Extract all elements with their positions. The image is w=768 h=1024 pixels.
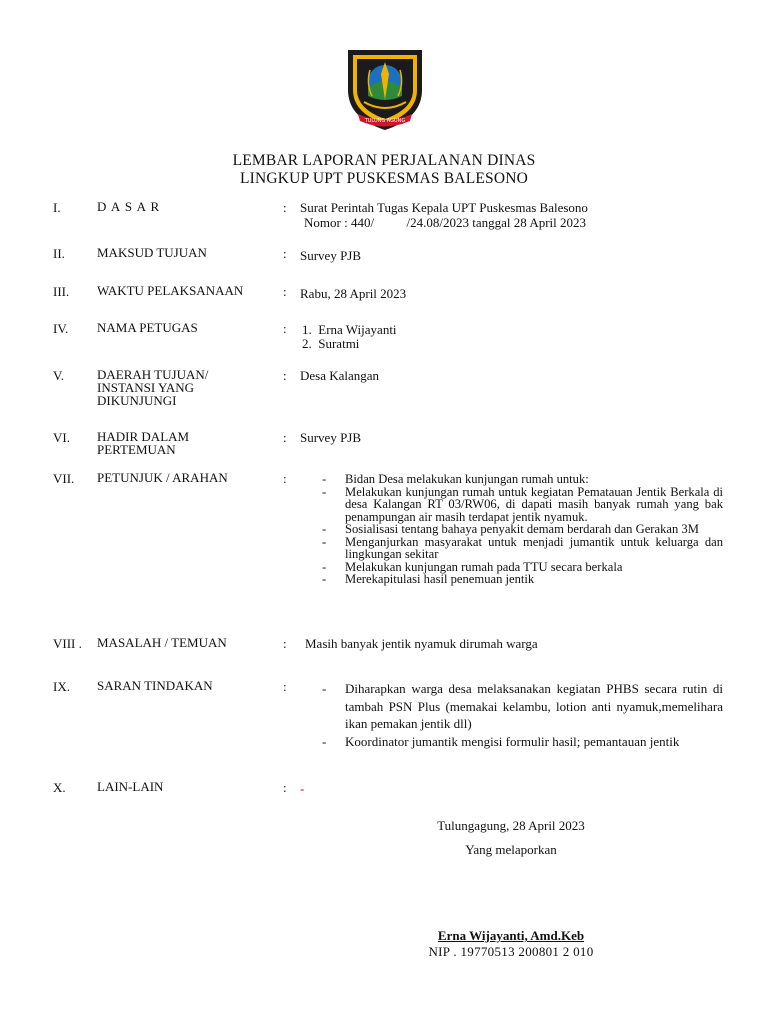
list-item: - Merekapitulasi hasil penemuan jentik bbox=[322, 572, 535, 586]
dasar-line: Nomor : 440/ /24.08/2023 tanggal 28 April 2023 bbox=[304, 215, 587, 230]
colon: : bbox=[283, 246, 287, 261]
bullet-dash: - bbox=[322, 681, 327, 696]
list-item: - Sosialisasi tentang bahaya penyakit demam berdarah dan Gerakan 3M bbox=[322, 522, 699, 536]
section-label: DAERAH TUJUAN/ INSTANSI YANG DIKUNJUNGI bbox=[97, 367, 209, 408]
regency-emblem bbox=[340, 44, 430, 134]
colon: : bbox=[283, 679, 287, 694]
colon: : bbox=[283, 321, 287, 336]
section-value: Rabu, 28 April 2023 bbox=[300, 286, 407, 301]
colon: : bbox=[283, 636, 287, 651]
section-number: IX. bbox=[53, 679, 70, 694]
section-label: D A S A R bbox=[97, 199, 161, 214]
section-label: SARAN TINDAKAN bbox=[97, 678, 213, 693]
document-title-line2: LINGKUP UPT PUSKESMAS BALESONO bbox=[239, 170, 529, 187]
list-item: - Diharapkan warga desa melaksanakan kegiatan PHBS secara rutin di tambah PSN Plus (memakai kelambu, lotion anti nyamuk,memelihara ikan pemakan jentik dll) bbox=[322, 681, 723, 731]
colon: : bbox=[283, 200, 287, 215]
petugas-list bbox=[302, 323, 727, 351]
arahan-list bbox=[322, 473, 723, 586]
bullet-dash: - bbox=[322, 484, 327, 499]
section-label: MAKSUD TUJUAN bbox=[97, 245, 207, 260]
section-value: Masih banyak jentik nyamuk dirumah warga bbox=[305, 636, 538, 651]
colon: : bbox=[283, 780, 287, 795]
section-number: X. bbox=[53, 780, 66, 795]
section-number: VI. bbox=[53, 430, 70, 445]
list-item: - Menganjurkan masyarakat untuk menjadi jumantik untuk keluarga dan lingkungan sekitar bbox=[322, 534, 723, 561]
document-title-line1: LEMBAR LAPORAN PERJALANAN DINAS bbox=[232, 152, 536, 169]
section-value: Survey PJB bbox=[300, 430, 362, 445]
signature-name: Erna Wijayanti, Amd.Keb bbox=[437, 928, 585, 943]
list-item: - Koordinator jumantik mengisi formulir hasil; pemantauan jentik bbox=[322, 733, 680, 749]
list-item: 2. Suratmi bbox=[302, 336, 360, 351]
colon: : bbox=[283, 368, 287, 383]
section-value: - bbox=[300, 781, 305, 796]
section-number: I. bbox=[53, 200, 61, 215]
signature-place-date: Tulungagung, 28 April 2023 bbox=[437, 818, 585, 833]
section-number: IV. bbox=[53, 321, 69, 336]
section-number: II. bbox=[53, 246, 65, 261]
list-item: 1. Erna Wijayanti bbox=[302, 322, 397, 337]
bullet-dash: - bbox=[322, 534, 327, 549]
section-number: III. bbox=[53, 284, 70, 299]
colon: : bbox=[283, 430, 287, 445]
bullet-dash: - bbox=[322, 522, 327, 536]
bullet-dash: - bbox=[322, 572, 327, 586]
saran-list bbox=[322, 680, 723, 750]
bullet-dash: - bbox=[322, 733, 327, 749]
colon: : bbox=[283, 284, 287, 299]
list-item: - Bidan Desa melakukan kunjungan rumah untuk: bbox=[322, 472, 589, 486]
section-number: VIII . bbox=[53, 636, 82, 651]
dasar-line: Surat Perintah Tugas Kepala UPT Puskesmas Balesono bbox=[300, 200, 588, 215]
section-label: HADIR DALAM PERTEMUAN bbox=[97, 429, 190, 457]
emblem-banner-text: TULUNG AGUNG bbox=[364, 118, 406, 124]
signature-nip: NIP . 19770513 200801 2 010 bbox=[428, 944, 594, 959]
section-label: LAIN-LAIN bbox=[97, 779, 164, 794]
list-item: - Melakukan kunjungan rumah pada TTU secara berkala bbox=[322, 559, 623, 574]
bullet-dash: - bbox=[322, 559, 327, 574]
section-label: MASALAH / TEMUAN bbox=[97, 635, 227, 650]
signature-role: Yang melaporkan bbox=[465, 842, 557, 857]
section-value: Survey PJB bbox=[300, 248, 362, 263]
section-label: PETUNJUK / ARAHAN bbox=[97, 470, 228, 485]
section-number: V. bbox=[53, 368, 64, 383]
section-number: VII. bbox=[53, 471, 75, 486]
section-value: Desa Kalangan bbox=[300, 368, 380, 383]
section-value bbox=[300, 200, 725, 230]
bullet-dash: - bbox=[322, 472, 327, 486]
section-label: NAMA PETUGAS bbox=[97, 320, 198, 335]
list-item: - Melakukan kunjungan rumah untuk kegiatan Pematauan Jentik Berkala di desa Kalangan RT 03/RW06, di dapati masih banyak rumah yang bak penampungan air masih terdapat jentik nyamuk. bbox=[322, 484, 723, 524]
colon: : bbox=[283, 471, 287, 486]
section-label: WAKTU PELAKSANAAN bbox=[97, 283, 244, 298]
